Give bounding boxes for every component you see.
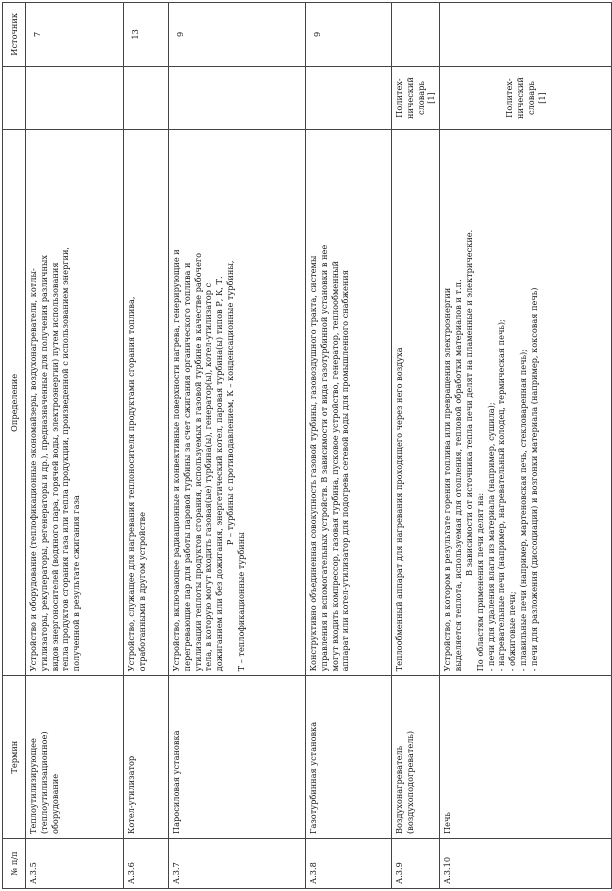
row-term: Теплоутилизирующее (теплоутилизационное) оборудование	[26, 676, 124, 839]
reference-line: Политех-	[504, 78, 515, 118]
header-source: Источник	[3, 3, 26, 67]
definition-line: Т – теплофикационные турбины	[235, 532, 246, 672]
row-definition	[169, 130, 306, 676]
row-term: Газотурбинная установка	[306, 676, 392, 839]
header-empty	[3, 66, 26, 130]
row-reference	[124, 66, 169, 130]
header-term: Термин	[3, 676, 26, 839]
definition-line: дожиганием или без дожигания, энергетический котел, паровая турбина(ы) типов Р, К, Т.	[214, 276, 225, 672]
row-reference	[169, 66, 306, 130]
row-number: А.3.9	[392, 838, 440, 888]
reference-bracket: [1]	[536, 92, 547, 104]
row-number: А.3.7	[169, 838, 306, 888]
definition-line: полученной в результате сжигания газа	[71, 495, 82, 672]
definition-line: Устройство, включающее радиационные и конвективные поверхности нагрева, генерирующие и	[171, 249, 181, 672]
definition-line: утилизаторы, рекуператоры, регенераторы и др.), предназначенные для получения различных	[38, 254, 49, 672]
row-definition	[440, 130, 612, 676]
row-term: Паросиловая установка	[169, 676, 306, 839]
table-row	[169, 3, 306, 889]
row-source: 7	[26, 3, 124, 67]
definition-line: - печи для разложения (диссоциации) и возгонки материала (например, коксовая печь)	[528, 287, 539, 672]
row-reference	[440, 66, 612, 130]
header-num: № п/п	[3, 838, 26, 888]
definition-line: тела, в которую могут входить газовая(ые) турбина(ы), генератор(ы), котел-утилизатор с	[203, 282, 214, 672]
row-number: А.3.5	[26, 838, 124, 888]
reference-line: словарь	[415, 81, 426, 116]
row-definition	[26, 130, 124, 676]
row-source	[440, 3, 612, 67]
row-number: А.3.10	[440, 838, 612, 888]
row-number: А.3.8	[306, 838, 392, 888]
row-definition	[392, 130, 440, 676]
table-body	[26, 3, 612, 889]
table-row	[392, 3, 440, 889]
header-definition: Определение	[3, 130, 26, 676]
definition-line: аппарат или котел-утилизатор для подогрева сетевой воды для промышленного снабжения	[340, 270, 351, 672]
reference-line: Политех-	[394, 78, 404, 118]
definition-line: тепла продуктов сгорания газа или тепла продукции, произведенной с использованием энергии,	[60, 246, 71, 672]
definition-line: Устройство и оборудование (теплофикационные экономайзеры, воздухонагреватели, котлы-	[28, 268, 38, 672]
table-header-row	[3, 3, 26, 889]
row-reference	[392, 66, 440, 130]
row-reference	[306, 66, 392, 130]
definition-line: Конструктивно объединенная совокупность газовой турбины, газовоздушного тракта, системы	[308, 255, 318, 672]
definition-line: Устройство, в котором в результате горения топлива или превращения электроэнергии	[442, 287, 453, 672]
row-source: 9	[169, 3, 306, 67]
definition-line: - нагревательные печи (например, нагревательный колодец, термическая печь);	[496, 319, 507, 672]
row-source	[392, 3, 440, 67]
row-term: Воздухонагреватель (воздухоподогреватель)	[392, 676, 440, 839]
definition-line: - обжиговые печи;	[507, 591, 518, 672]
row-reference	[26, 66, 124, 130]
row-definition	[124, 130, 169, 676]
row-definition	[306, 130, 392, 676]
definition-line: По областям применения печи делят на:	[474, 492, 485, 672]
definition-line: отработанными в другом устройстве	[136, 511, 147, 672]
row-term: Печь	[440, 676, 612, 839]
row-number: А.3.6	[124, 838, 169, 888]
definition-line: В зависимости от источника тепла печи делят на пламенные и электрические.	[463, 229, 474, 576]
reference-line: нический	[404, 77, 415, 119]
definition-line: Устройство, служащее для нагревания теплоносителя продуктами сгорания топлива,	[126, 296, 136, 672]
table-row	[306, 3, 392, 889]
definition-line: управления и вспомогательных устройств. В зависимости от вида газотурбинной установки в нее	[318, 244, 329, 672]
reference-line: словарь	[525, 81, 536, 116]
reference-line: нический	[514, 77, 525, 119]
table-row	[26, 3, 124, 889]
definition-line: Р – турбины с противодавлением, К – конденсационные турбины,	[225, 260, 236, 546]
row-source: 9	[306, 3, 392, 67]
terms-table	[2, 2, 612, 889]
definition-line: - плавильные печи (например, мартеновская печь, стекловаренная печь);	[518, 349, 529, 672]
definition-line: могут входить компрессор, газовая турбина, пусковое устройство, генератор, теплообменный	[329, 261, 340, 672]
definition-line: выделяется теплота, используемая для отопления, тепловой обработки материалов и т.п.	[453, 279, 464, 672]
definition-line: видов энергоносителей (водяного пара, горячей воды, электроэнергии) путем использования	[49, 262, 60, 672]
definition-line: утилизации теплоты продуктов сгорания, используемых в газовой турбине в качестве рабочего	[192, 252, 203, 672]
reference-bracket: [1]	[426, 92, 437, 104]
table-row	[440, 3, 612, 889]
row-term: Котел-утилизатор	[124, 676, 169, 839]
definition-line: - печи для удаления влаги из материала (например, сушила);	[485, 402, 496, 672]
definition-line: Теплообменный аппарат для нагревания проходящего через него воздуха	[394, 347, 404, 672]
row-source: 13	[124, 3, 169, 67]
definition-line: перегревающие пар для работы паровой турбины за счет сжигания органического топлива и	[181, 262, 192, 672]
table-row	[124, 3, 169, 889]
